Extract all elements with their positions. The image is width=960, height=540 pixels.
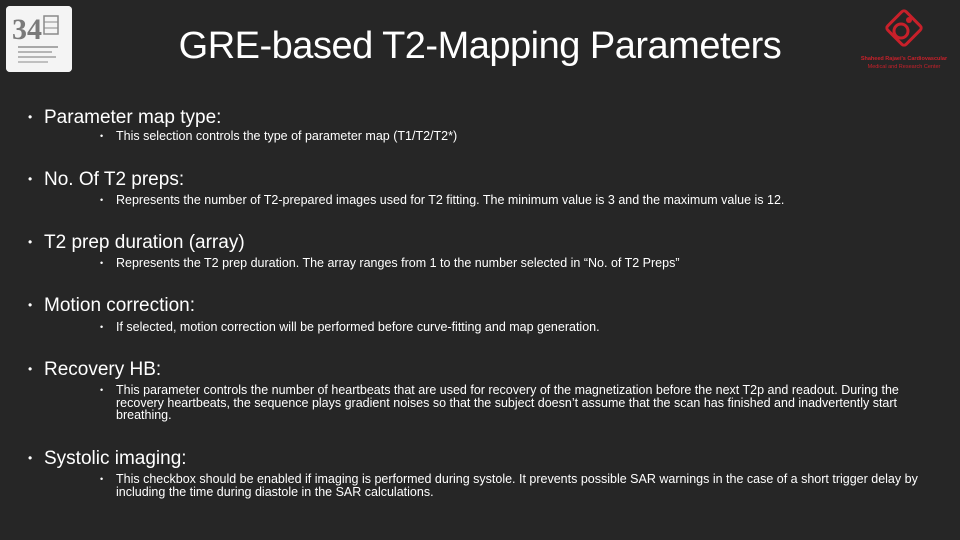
heading-text: Motion correction: <box>44 295 196 316</box>
heading-motion-correction <box>28 294 195 317</box>
bullet: • <box>100 322 104 332</box>
desc-text: Represents the T2 prep duration. The array ranges from 1 to the number selected in “No. of T2 Preps” <box>116 256 680 270</box>
heading-text: No. Of T2 preps: <box>44 169 185 190</box>
desc-text: This checkbox should be enabled if imaging is performed during systole. It prevents possible SAR warnings in the case of a short trigger delay by including the time during diastole in the SAR calculations. <box>116 472 918 499</box>
hospital-logo-caption-2: Medical and Research Center <box>867 64 941 70</box>
heading-parameter-map-type <box>28 106 221 129</box>
bullet: • <box>100 131 104 141</box>
desc-text: If selected, motion correction will be performed before curve-fitting and map generation. <box>116 320 600 334</box>
desc-recovery-hb <box>100 384 942 422</box>
heading-systolic-imaging <box>28 447 187 470</box>
heading-recovery-hb <box>28 358 161 381</box>
heading-t2-prep-duration <box>28 231 245 254</box>
conference-logo-number: 34 <box>12 13 42 46</box>
bullet: • <box>28 110 33 124</box>
heading-text: Systolic imaging: <box>44 448 187 469</box>
bullet: • <box>100 385 104 395</box>
hospital-logo-caption-1: Shaheed Rajaei's Cardiovascular <box>860 56 948 62</box>
desc-text: Represents the number of T2-prepared images used for T2 fitting. The minimum value is 3 and the maximum value is 12. <box>116 193 785 207</box>
bullet: • <box>28 451 33 465</box>
bullet: • <box>100 474 104 484</box>
bullet: • <box>28 298 33 312</box>
heading-no-of-t2-preps <box>28 168 184 191</box>
bullet: • <box>100 195 104 205</box>
bullet: • <box>28 235 33 249</box>
slide-title: GRE-based T2-Mapping Parameters <box>178 25 782 67</box>
desc-text: This parameter controls the number of heartbeats that are used for recovery of the magnetization before the next T2p and readout. During the recovery heartbeats, the sequence plays gradient noises so that the subject doesn’t assume that the scan has finished and inadvertently start breathing. <box>116 383 899 422</box>
desc-parameter-map-type <box>100 130 942 143</box>
desc-motion-correction <box>100 321 942 334</box>
bullet: • <box>28 172 33 186</box>
desc-t2-prep-duration <box>100 257 942 270</box>
bullet: • <box>28 362 33 376</box>
desc-text: This selection controls the type of parameter map (T1/T2/T2*) <box>116 129 458 143</box>
heading-text: T2 prep duration (array) <box>44 232 245 253</box>
desc-no-of-t2-preps <box>100 194 942 207</box>
bullet: • <box>100 258 104 268</box>
heading-text: Parameter map type: <box>44 107 222 128</box>
desc-systolic-imaging <box>100 473 942 498</box>
heading-text: Recovery HB: <box>44 359 162 380</box>
